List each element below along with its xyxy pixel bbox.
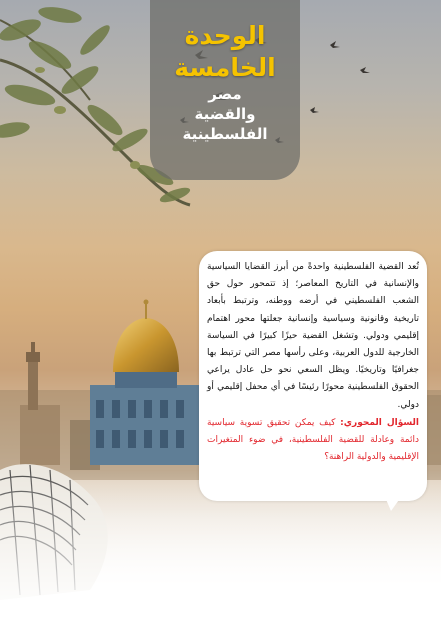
unit-subtitle-country: مصر [208, 85, 242, 103]
unit-subtitle-topic: والقضية الفلسطينية [182, 105, 268, 143]
unit-title-panel [150, 0, 300, 180]
intro-paragraph: تُعد القضية الفلسطينية واحدةً من أبرز القضايا السياسية والإنسانية في التاريخ المعاصر؛ إذ تتمحور حول حق الشعب الفلسطيني في أرضه ووطنه، وترتبط بأبعاد تاريخية وقانونية وسياسية وإنسانية جعلتها محور اهتمام إقليمي ودولي. وتشغل القضية حيزًا كبيرًا في السياسة الخارجية للدول العربية، وعلى رأسها مصر التي ترتبط بها جغرافيًا وتاريخيًا. ويظل السعي نحو حل عادل يراعي الحقوق الفلسطينية محورًا رئيسًا في أي محفل إقليمي أو دولي. [207, 262, 419, 410]
intro-speech-bubble [199, 251, 427, 501]
central-question-label: السؤال المحوري: [340, 417, 419, 428]
speech-bubble-tail [385, 497, 401, 511]
central-question [207, 415, 419, 467]
dome-of-the-rock [90, 300, 200, 466]
central-question-text: كيف يمكن تحقيق تسوية سياسية دائمة وعادلة للقضية الفلسطينية، في ضوء المتغيرات الإقليمية والدولية الراهنة؟ [207, 417, 419, 463]
unit-title: الوحدة الخامسة [174, 21, 276, 82]
